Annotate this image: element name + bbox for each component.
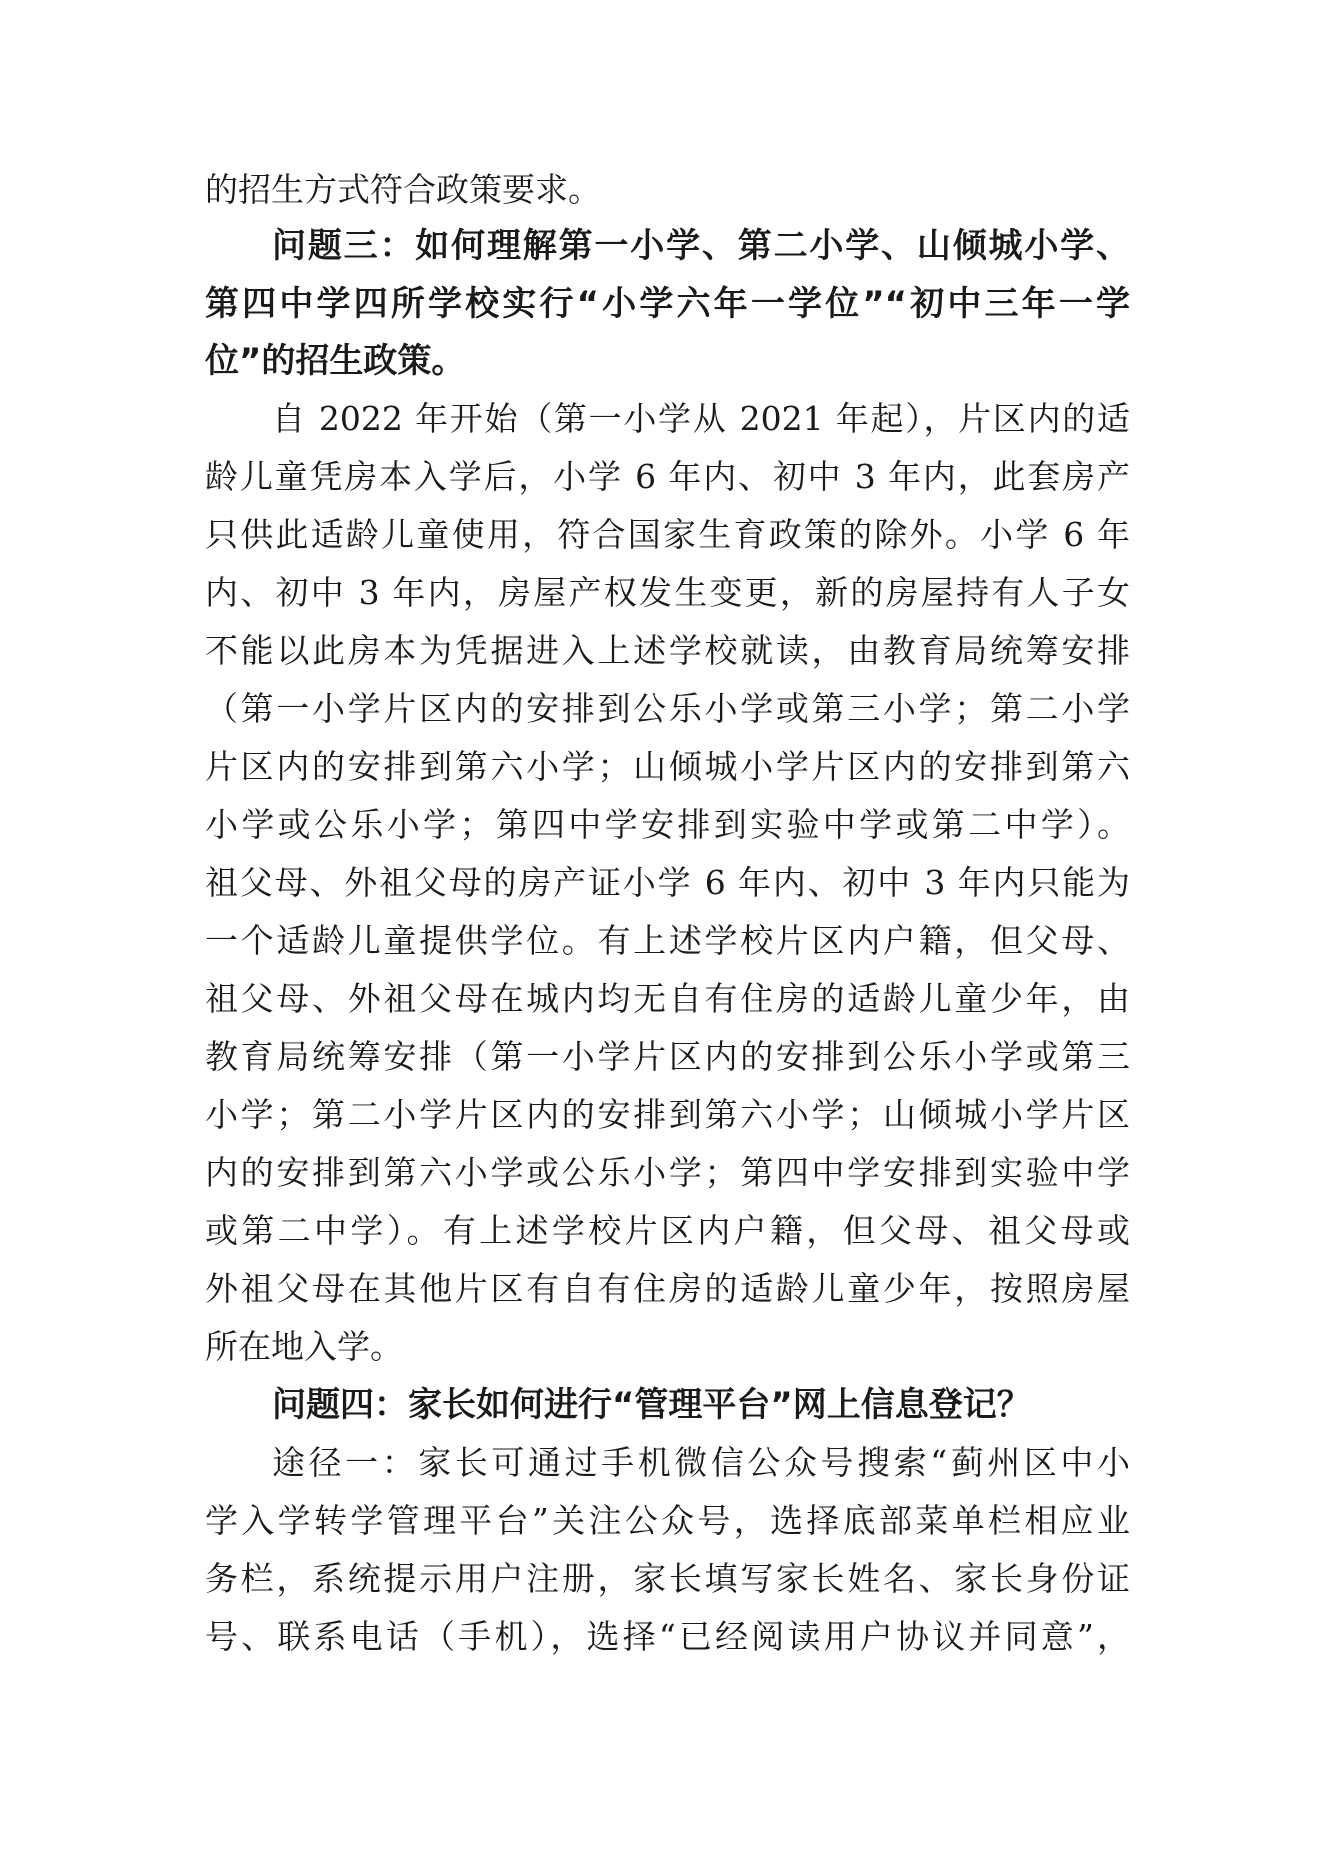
paragraph-line: 途径一：家长可通过手机微信公众号搜索“蓟州区中小: [272, 1443, 1130, 1482]
paragraph-line: 内、初中 3 年内，房屋产权发生变更，新的房屋持有人子女: [205, 573, 1130, 612]
paragraph-line: 外祖父母在其他片区有自有住房的适龄儿童少年，按照房屋: [205, 1269, 1130, 1308]
paragraph-line: 学入学转学管理平台”关注公众号，选择底部菜单栏相应业: [205, 1501, 1130, 1540]
paragraph-line: 自 2022 年开始（第一小学从 2021 年起），片区内的适: [272, 399, 1130, 438]
paragraph-line: 教育局统筹安排（第一小学片区内的安排到公乐小学或第三: [205, 1037, 1130, 1076]
paragraph-line: 一个适龄儿童提供学位。有上述学校片区内户籍，但父母、: [205, 921, 1130, 960]
paragraph-line: （第一小学片区内的安排到公乐小学或第三小学；第二小学: [205, 689, 1130, 728]
paragraph-line: 小学；第二小学片区内的安排到第六小学；山倾城小学片区: [205, 1095, 1130, 1134]
paragraph-line: 片区内的安排到第六小学；山倾城小学片区内的安排到第六: [205, 747, 1130, 786]
paragraph-line: 祖父母、外祖父母在城内均无自有住房的适龄儿童少年，由: [205, 979, 1130, 1018]
paragraph-line: 所在地入学。: [205, 1327, 403, 1366]
paragraph-line: 只供此适龄儿童使用，符合国家生育政策的除外。小学 6 年: [205, 515, 1130, 554]
question-four-heading: 问题四：家长如何进行“管理平台”网上信息登记？: [272, 1385, 1031, 1425]
question-three-heading: 问题三：如何理解第一小学、第二小学、山倾城小学、: [272, 226, 1130, 266]
paragraph-line: 或第二中学）。有上述学校片区内户籍，但父母、祖父母或: [205, 1211, 1130, 1250]
paragraph-line: 龄儿童凭房本入学后，小学 6 年内、初中 3 年内，此套房产: [205, 457, 1130, 496]
paragraph-line: 内的安排到第六小学或公乐小学；第四中学安排到实验中学: [205, 1153, 1130, 1192]
paragraph-line: 的招生方式符合政策要求。: [205, 170, 601, 209]
paragraph-line: 号、联系电话（手机），选择“已经阅读用户协议并同意”，: [205, 1617, 1130, 1656]
question-three-heading: 第四中学四所学校实行“小学六年一学位”“初中三年一学: [205, 284, 1130, 324]
paragraph-line: 务栏，系统提示用户注册，家长填写家长姓名、家长身份证: [205, 1559, 1130, 1598]
question-three-heading: 位”的招生政策。: [205, 341, 466, 381]
paragraph-line: 小学或公乐小学；第四中学安排到实验中学或第二中学）。: [205, 805, 1130, 844]
paragraph-line: 不能以此房本为凭据进入上述学校就读，由教育局统筹安排: [205, 631, 1130, 670]
paragraph-line: 祖父母、外祖父母的房产证小学 6 年内、初中 3 年内只能为: [205, 863, 1130, 902]
